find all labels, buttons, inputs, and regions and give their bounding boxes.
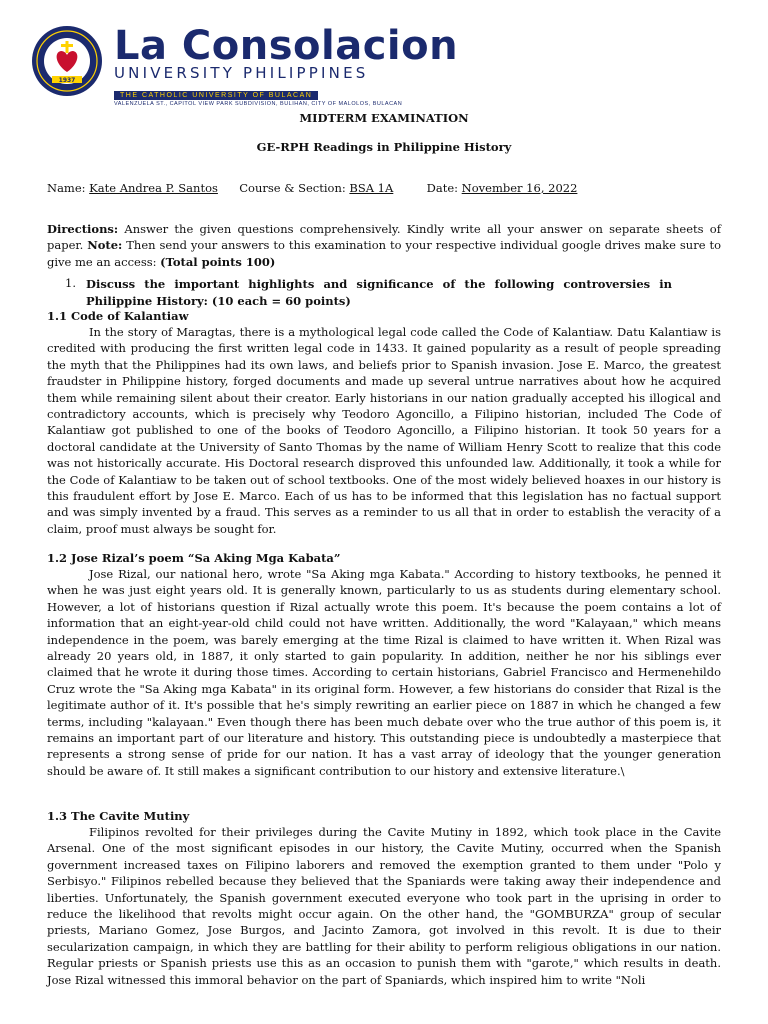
university-address: VALENZUELA ST., CAPITOL VIEW PARK SUBDIVISION, BULIHAN, CITY OF MALOLOS, BULACAN [114, 101, 403, 107]
directions-label: Directions: [47, 222, 119, 236]
brand-block [114, 23, 459, 107]
note-text: Then send your answers to this examination to your respective individual google drives make sure to give me an access: [47, 238, 721, 269]
university-subtitle: UNIVERSITY PHILIPPINES [114, 64, 369, 82]
exam-subtitle: GE-RPH Readings in Philippine History [256, 140, 512, 154]
section-text: Jose Rizal, our national hero, wrote "Sa Aking mga Kabata." According to history textbooks, he penned it when he was just eight years old. It is generally known, particularly to us as students during elementary school. However, a lot of historians question if Rizal actually wrote this poem. It's because the poem contains a lot of information that an eight-year-old child could not have written. Additionally, the word "Kalayaan," which means independence in the poem, was barely emerging at the time Rizal is claimed to have written it. When Rizal was already 20 years old, in 1887, it only started to gain popularity. In addition, neither he nor his siblings ever claimed that he wrote it during those times. According to certain historians, Gabriel Francisco and Hermenehildo Cruz wrote the "Sa Aking mga Kabata" in its original form. However, a few historians do consider that Rizal is the legitimate author of it. It's possible that he's simply rewriting an earlier piece on 1887 in which he changed a few terms, including "kalayaan." Even though there has been much debate over who the true author of this poem is, it remains an important part of our literature and history. This outstanding piece is undoubtedly a masterpiece that represents a strong sense of pride for our nation. It has a vast array of ideology that the younger generation should be aware of. It still makes a significant contribution to our history and extensive literature.\ [47, 567, 721, 778]
section-text: Filipinos revolted for their privileges during the Cavite Mutiny in 1892, which took place in the Cavite Arsenal. One of the most significant episodes in our history, the Cavite Mutiny, occurred when the Spanish government increased taxes on Filipino laborers and removed the exemption granted to them under "Polo y Serbisyo." Filipinos rebelled because they believed that the Spaniards were taking away their independence and liberties. Unfortunately, the Spanish government executed everyone who took part in the uprising in order to reduce the likelihood that revolts might occur again. On the other hand, the "GOMBURZA" group of secular priests, Mariano Gomez, Jose Burgos, and Jacinto Zamora, got involved in this revolt. It is due to their secularization campaign, in which they are battling for their ability to perform religious obligations in our nation. Regular priests or Spanish priests use this as an occasion to punish them with "garote," which results in death. Jose Rizal witnessed this immoral behavior on the part of Spaniards, which inspired him to write "Noli [47, 825, 721, 987]
date-label: Date: [426, 181, 459, 195]
exam-title: MIDTERM EXAMINATION [299, 111, 469, 125]
university-name: La Consolacion [114, 23, 459, 69]
directions [47, 221, 721, 270]
question-text: Discuss the important highlights and significance of the following controversies in Philippine History: (10 each = 60 points) [86, 277, 672, 308]
section-heading: 1.2 Jose Rizal’s poem “Sa Aking Mga Kabata” [47, 551, 341, 565]
university-seal-icon [30, 24, 104, 98]
directions-text: Answer the given questions comprehensively. Kindly write all your answer on separate sheets of paper. [47, 222, 721, 253]
total-points: (Total points 100) [160, 254, 276, 269]
seal-year: 1937 [58, 76, 76, 84]
course-value: BSA 1A [349, 181, 394, 195]
note-label: Note: [87, 238, 123, 253]
student-info [47, 181, 577, 195]
university-tagline: THE CATHOLIC UNIVERSITY OF BULACAN [114, 91, 318, 100]
section-heading: 1.1 Code of Kalantiaw [47, 309, 189, 323]
question-number: 1. [65, 276, 76, 290]
university-header [30, 20, 750, 107]
course-label: Course & Section: [239, 181, 346, 195]
date-value: November 16, 2022 [461, 181, 578, 195]
name-value: Kate Andrea P. Santos [89, 181, 218, 195]
section-text: In the story of Maragtas, there is a mythological legal code called the Code of Kalantiaw. Datu Kalantiaw is credited with producing the first written legal code in 1433. It gained popularity as a result of people spreading the myth that the Philippines had its own laws, and beliefs prior to Spanish invasion. Jose E. Marco, the greatest fraudster in Philippine history, forged documents and made up several untrue narratives about how he acquired them while remaining silent about their creator. Early historians in our nation gradually accepted his illogical and contradictory accounts, which is precisely why Teodoro Agoncillo, a Filipino historian, included The Code of Kalantiaw got published to one of the books of Teodoro Agoncillo, a Filipino historian. It took 50 years for a doctoral candidate at the University of Santo Thomas by the name of William Henry Scott to realize that this code was not historically accurate. His Doctoral research disproved this unfounded law. Additionally, it took a while for the Code of Kalantiaw to be taken out of school textbooks. One of the most widely believed hoaxes in our history is this fraudulent effort by Jose E. Marco. Each of us has to be informed that this legislation has no factual support and was simply invented by a fraud. This serves as a reminder to us all that in order to establish the veracity of a claim, proof must always be sought for. [47, 325, 721, 536]
section-heading: 1.3 The Cavite Mutiny [47, 809, 190, 823]
name-label: Name: [47, 181, 86, 195]
